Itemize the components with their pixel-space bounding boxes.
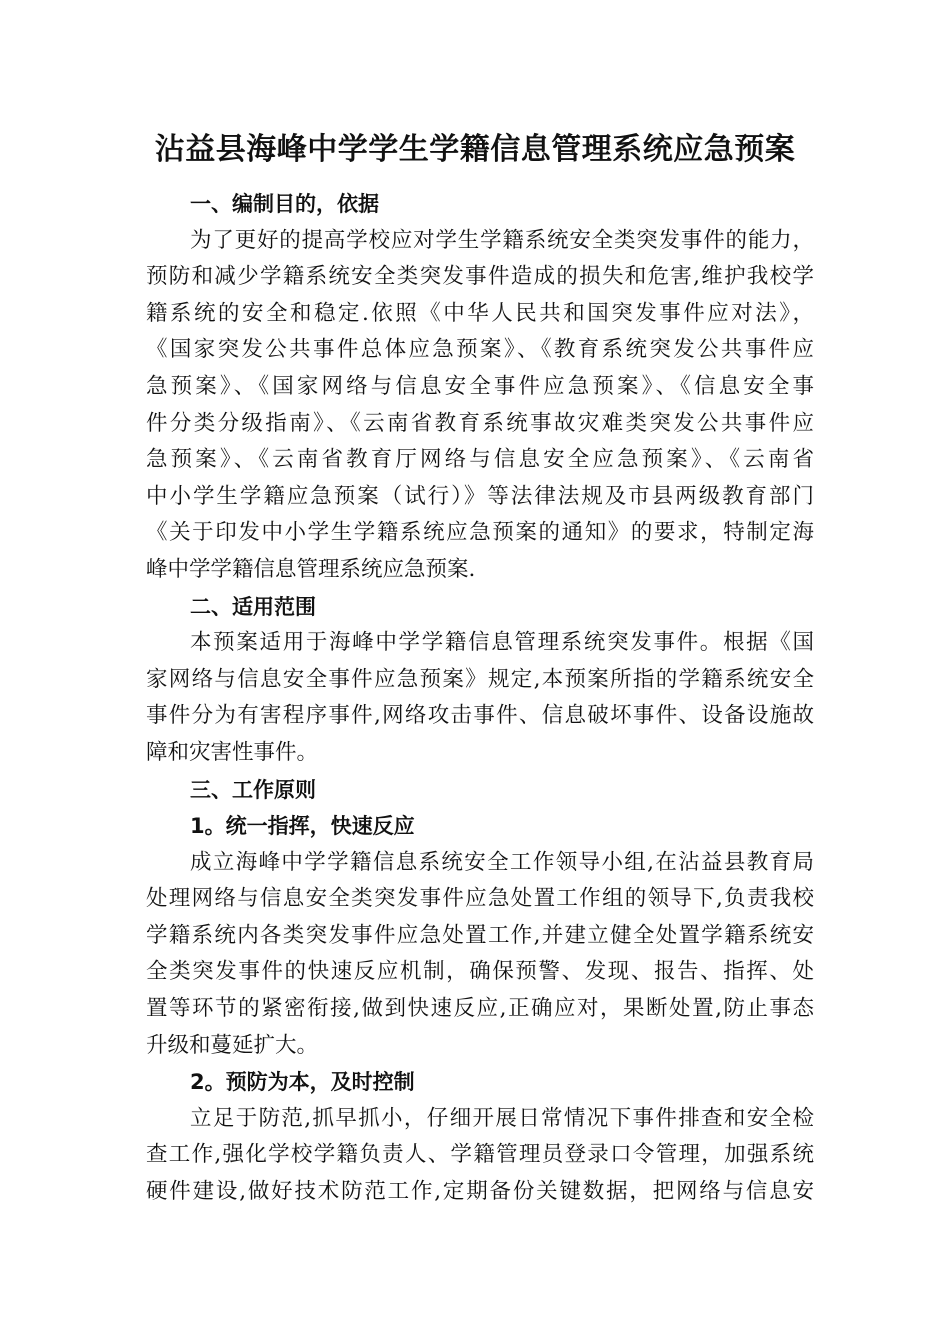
paragraph-line: 件分类分级指南》、《云南省教育系统事故灾难类突发公共事件应: [146, 410, 814, 436]
paragraph-line: 《国家突发公共事件总体应急预案》、《教育系统突发公共事件应: [146, 337, 814, 363]
paragraph-line: 查工作,强化学校学籍负责人、学籍管理员登录口令管理，加强系统: [146, 1142, 814, 1168]
paragraph-line: 预防和减少学籍系统安全类突发事件造成的损失和危害,维护我校学: [146, 264, 814, 290]
section-heading: 1。统一指挥，快速反应: [190, 814, 415, 839]
paragraph-line: 籍系统的安全和稳定.依照《中华人民共和国突发事件应对法》，: [146, 300, 814, 326]
paragraph-line: 立足于防范,抓早抓小，仔细开展日常情况下事件排查和安全检: [190, 1105, 814, 1131]
paragraph-line: 障和灾害性事件。: [146, 739, 319, 765]
section-heading: 二、适用范围: [190, 594, 316, 619]
paragraph-line: 中小学生学籍应急预案（试行）》等法律法规及市县两级教育部门: [146, 483, 814, 509]
paragraph-line: 《关于印发中小学生学籍系统应急预案的通知》的要求，特制定海: [146, 520, 814, 546]
paragraph-line: 急预案》、《国家网络与信息安全事件应急预案》、《信息安全事: [146, 373, 814, 399]
paragraph-line: 成立海峰中学学籍信息系统安全工作领导小组,在沾益县教育局: [190, 849, 814, 875]
paragraph-line: 家网络与信息安全事件应急预案》规定,本预案所指的学籍系统安全: [146, 666, 814, 692]
paragraph-line: 本预案适用于海峰中学学籍信息管理系统突发事件。根据《国: [190, 630, 814, 656]
paragraph: [146, 845, 814, 1065]
paragraph-line: 置等环节的紧密衔接,做到快速反应,正确应对，果断处置,防止事态: [146, 996, 814, 1022]
document-body: [146, 186, 814, 1211]
paragraph-line: 事件分为有害程序事件,网络攻击事件、信息破坏事件、设备设施故: [146, 703, 814, 729]
paragraph-line: 急预案》、《云南省教育厅网络与信息安全应急预案》、《云南省: [146, 447, 814, 473]
paragraph-line: 处理网络与信息安全类突发事件应急处置工作组的领导下,负责我校: [146, 886, 814, 912]
section-heading: 一、编制目的，依据: [190, 192, 379, 216]
section-heading: 2。预防为本，及时控制: [190, 1070, 415, 1095]
paragraph-line: 学籍系统内各类突发事件应急处置工作,并建立健全处置学籍系统安: [146, 922, 814, 948]
paragraph: [146, 625, 814, 771]
paragraph-line: 硬件建设,做好技术防范工作,定期备份关键数据，把网络与信息安: [146, 1179, 814, 1205]
paragraph-line: 全类突发事件的快速反应机制，确保预警、发现、报告、指挥、处: [146, 959, 814, 985]
paragraph-line: 为了更好的提高学校应对学生学籍系统安全类突发事件的能力，: [190, 227, 814, 253]
section-heading: 三、工作原则: [190, 777, 316, 802]
document-title: 沾益县海峰中学学生学籍信息管理系统应急预案: [154, 132, 796, 167]
paragraph-line: 峰中学学籍信息管理系统应急预案.: [146, 556, 476, 582]
paragraph: [146, 1101, 814, 1211]
paragraph: [146, 223, 814, 589]
paragraph-line: 升级和蔓延扩大。: [146, 1032, 319, 1058]
